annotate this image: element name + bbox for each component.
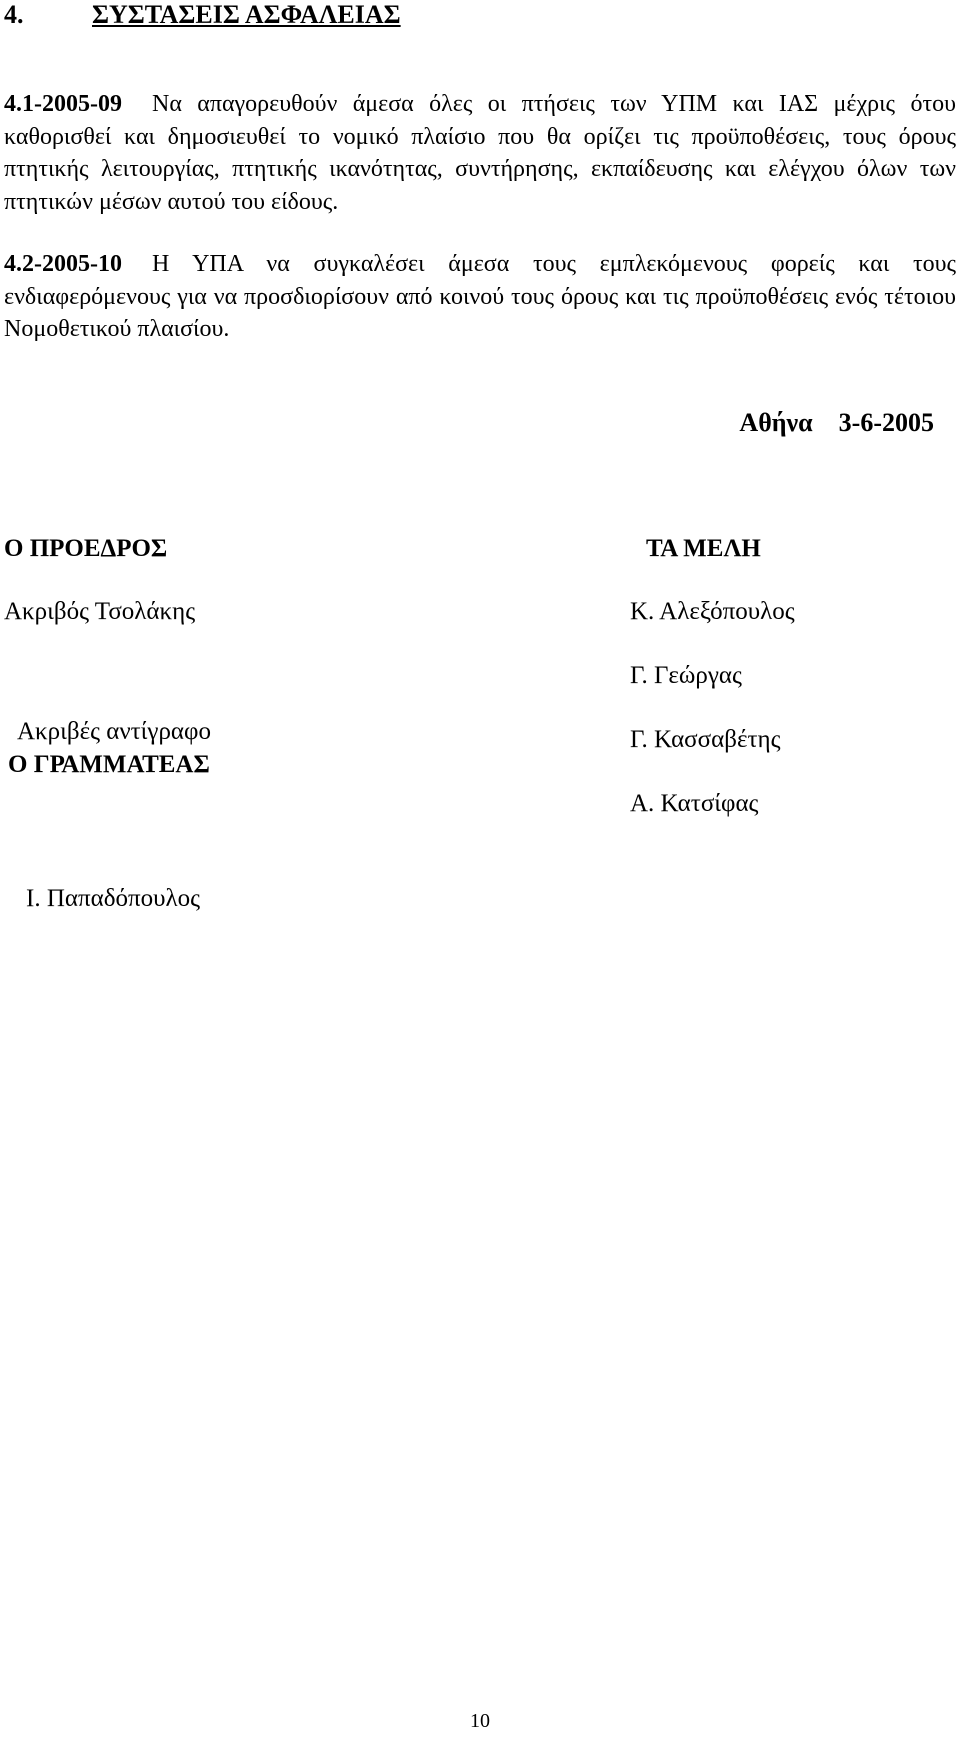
recommendation-text: Να απαγορευθούν άμεσα όλες οι πτήσεις των ΥΠΜ και ΙΑΣ μέχρις ότου καθορισθεί και δημοσιευθεί το νομικό πλαίσιο που θα ορίζει τις προϋποθέσεις, τους όρους πτητικής λειτουργίας, πτητικής ικανότητας, συντήρησης, εκπαίδευσης και ελέγχου όλων των πτητικών μέσων αυτού του είδους. <box>4 91 956 215</box>
dateline-place: Αθήνα <box>739 408 813 437</box>
secretary-title: Ο ΓΡΑΜΜΑΤΕΑΣ <box>8 751 210 778</box>
member-name: Γ. Γεώργας <box>630 662 742 689</box>
section-number: 4. <box>4 0 24 29</box>
members-title: ΤΑ ΜΕΛΗ <box>646 535 761 562</box>
dateline-date: 3-6-2005 <box>838 408 934 437</box>
president-name: Ακριβός Τσολάκης <box>4 598 196 625</box>
section-heading <box>4 0 401 30</box>
member-name: Γ. Κασσαβέτης <box>630 726 781 753</box>
section-title: ΣΥΣΤΑΣΕΙΣ ΑΣΦΑΛΕΙΑΣ <box>92 0 401 29</box>
recommendation-id: 4.1-2005-09 <box>4 91 122 117</box>
secretary-name: Ι. Παπαδόπουλος <box>26 885 200 912</box>
recommendation-2 <box>4 248 956 346</box>
copy-note: Ακριβές αντίγραφο <box>17 718 211 745</box>
member-name: Α. Κατσίφας <box>630 790 759 817</box>
member-name: Κ. Αλεξόπουλος <box>630 598 795 625</box>
president-title: Ο ΠΡΟΕΔΡΟΣ <box>4 535 168 562</box>
recommendation-id: 4.2-2005-10 <box>4 251 122 277</box>
recommendation-text: Η ΥΠΑ να συγκαλέσει άμεσα τους εμπλεκόμενους φορείς και τους ενδιαφερόμενους για να προσδιορίσουν από κοινού τους όρους και τις προϋποθέσεις ενός τέτοιου Νομοθετικού πλαισίου. <box>4 251 956 342</box>
dateline <box>739 408 934 438</box>
recommendation-1 <box>4 88 956 218</box>
page-number: 10 <box>470 1710 490 1732</box>
